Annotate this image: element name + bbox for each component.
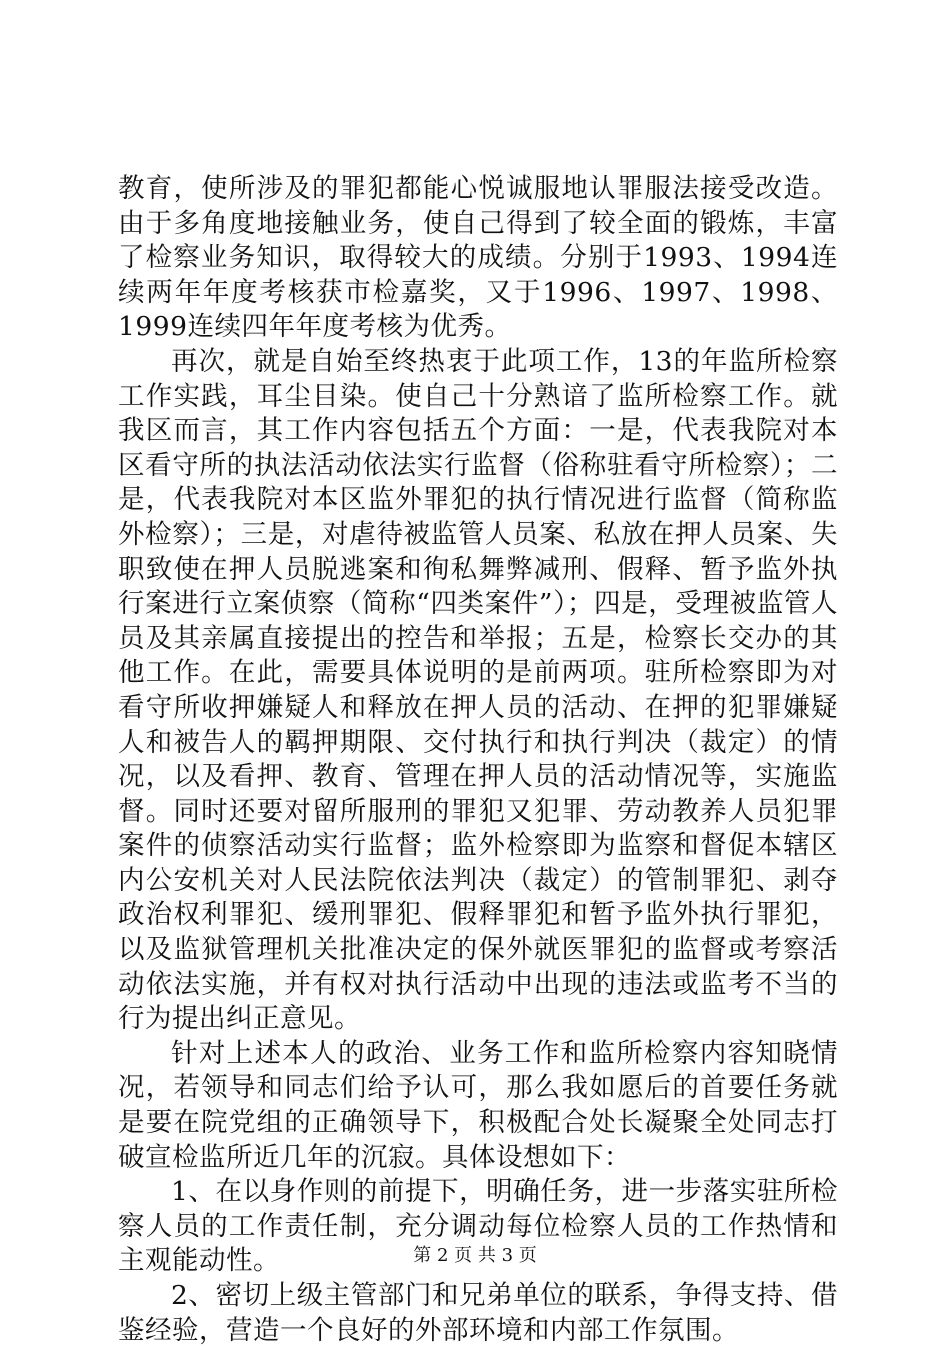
- paragraph-1: 教育，使所涉及的罪犯都能心悦诚服地认罪服法接受改造。由于多角度地接触业务，使自己得到了较全面的锻炼，丰富了检察业务知识，取得较大的成绩。分别于1993、1994连续两年年度考核获市检嘉奖，又于1996、1997、1998、1999连续四年年度考核为优秀。: [118, 173, 838, 343]
- page-number-label: 第 2 页 共 3 页: [413, 1245, 537, 1266]
- paragraph-5: 2、密切上级主管部门和兄弟单位的联系，争得支持、借鉴经验，营造一个良好的外部环境和内部工作氛围。: [118, 1280, 838, 1346]
- paragraph-3: 针对上述本人的政治、业务工作和监所检察内容知晓情况，若领导和同志们给予认可，那么我如愿后的首要任务就是要在院党组的正确领导下，积极配合处长凝聚全处同志打破宣检监所近几年的沉寂。具体设想如下：: [118, 1037, 838, 1173]
- paragraph-4: 1、在以身作则的前提下，明确任务，进一步落实驻所检察人员的工作责任制，充分调动每位检察人员的工作热情和主观能动性。: [118, 1176, 838, 1277]
- body-text: [118, 172, 838, 1348]
- paragraph-2: 再次，就是自始至终热衷于此项工作，13的年监所检察工作实践，耳尘目染。使自己十分熟谙了监所检察工作。就我区而言，其工作内容包括五个方面：一是，代表我院对本区看守所的执法活动依法实行监督（俗称驻看守所检察）；二是，代表我院对本区监外罪犯的执行情况进行监督（简称监外检察）；三是，对虐待被监管人员案、私放在押人员案、失职致使在押人员脱逃案和徇私舞弊减刑、假释、暂予监外执行案进行立案侦察（简称“四类案件”）；四是，受理被监管人员及其亲属直接提出的控告和举报；五是，检察长交办的其他工作。在此，需要具体说明的是前两项。驻所检察即为对看守所收押嫌疑人和释放在押人员的活动、在押的犯罪嫌疑人和被告人的羁押期限、交付执行和执行判决（裁定）的情况，以及看押、教育、管理在押人员的活动情况等，实施监督。同时还要对留所服刑的罪犯又犯罪、劳动教养人员犯罪案件的侦察活动实行监督；监外检察即为监察和督促本辖区内公安机关对人民法院依法判决（裁定）的管制罪犯、剥夺政治权利罪犯、缓刑罪犯、假释罪犯和暂予监外执行罪犯，以及监狱管理机关批准决定的保外就医罪犯的监督或考察活动依法实施，并有权对执行活动中出现的违法或监考不当的行为提出纠正意见。: [118, 345, 838, 1035]
- page-footer: [0, 1245, 950, 1267]
